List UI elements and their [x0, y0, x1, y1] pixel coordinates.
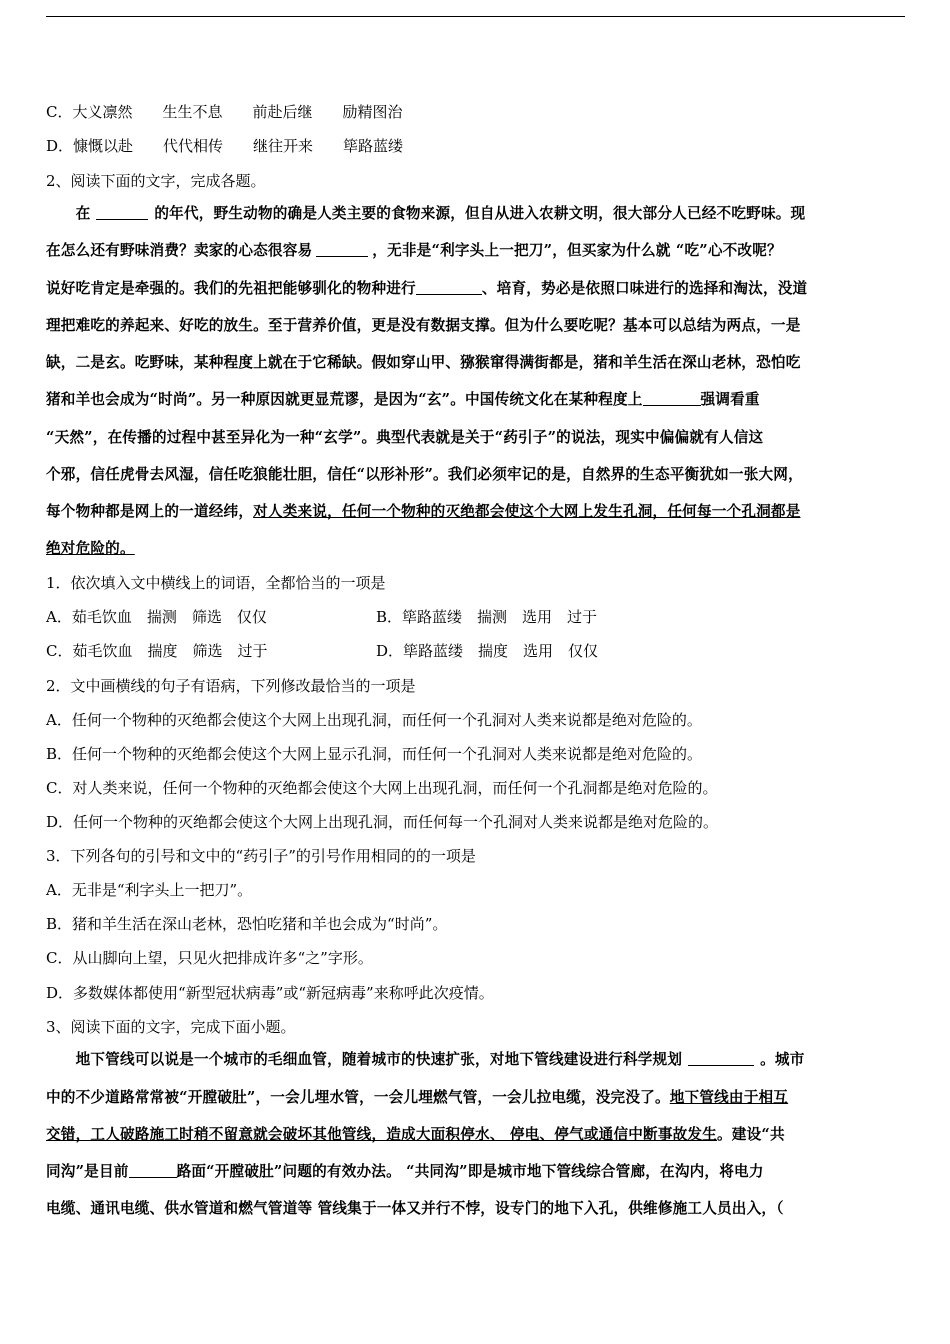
- q2-stem: 2．文中画横线的句子有语病，下列修改最恰当的一项是: [46, 677, 416, 695]
- passage1-line: 理把难吃的养起来、好吃的放生。至于营养价值，更是没有数据支撑。但为什么要吃呢？基本可以总结为两点，一是: [46, 317, 801, 334]
- passage1-line: 在 的年代，野生动物的确是人类主要的食物来源，但自从进入农耕文明，很大部分人已经不吃野味。现: [46, 205, 806, 222]
- q2-option-b: B．任何一个物种的灭绝都会使这个大网上显示孔洞，而任何一个孔洞对人类来说都是绝对危险的。: [46, 745, 703, 763]
- option-c-prev: C．大义凛然 生生不息 前赴后继 励精图治: [46, 103, 403, 121]
- passage2-line: 电缆、通讯电缆、供水管道和燃气管道等 管线集于一体又并行不悖，设专门的地下入孔，供维修施工人员出入，（: [46, 1200, 784, 1217]
- q1-option-b: B．筚路蓝缕 揣测 选用 过于: [376, 608, 598, 626]
- q1-stem: 1．依次填入文中横线上的词语，全都恰当的一项是: [46, 574, 386, 592]
- q1-option-d: D．筚路蓝缕 揣度 选用 仅仅: [376, 642, 599, 660]
- underlined-sentence: 地下管线由于相互: [669, 1089, 789, 1106]
- q3-option-c: C．从山脚向上望，只见火把排成许多“之”字形。: [46, 949, 373, 967]
- passage1-line: “天然”，在传播的过程中甚至异化为一种“玄学”。典型代表就是关于“药引子”的说法，现实中偏偏就有人信这: [46, 429, 764, 446]
- passage2-line: 交错，工人破路施工时稍不留意就会破坏其他管线，造成大面积停水、 停电、停气或通信中断事故发生。建设“共: [46, 1126, 785, 1143]
- section-3-heading: 3、阅读下面的文字，完成下面小题。: [46, 1018, 296, 1036]
- passage1-line: 个邪，信任虎骨去风湿，信任吃狼能壮胆，信任“以形补形”。我们必须牢记的是，自然界的生态平衡犹如一张大网，: [46, 466, 803, 483]
- passage1-line: [46, 539, 135, 559]
- passage2-line: 中的不少道路常常被“开膛破肚”，一会儿埋水管，一会儿埋燃气管，一会儿拉电缆，没完没了。地下管线由于相互: [46, 1089, 789, 1106]
- q3-option-a: A．无非是“利字头上一把刀”。: [46, 881, 253, 899]
- passage1-line: 在怎么还有野味消费？卖家的心态很容易 ，无非是“利字头上一把刀”，但买家为什么就 “吃”心不改呢？: [46, 242, 782, 259]
- option-d-prev: D．慷慨以赴 代代相传 继往开来 筚路蓝缕: [46, 137, 404, 155]
- q2-option-c: C．对人类来说，任何一个物种的灭绝都会使这个大网上出现孔洞，而任何一个孔洞都是绝对危险的。: [46, 779, 718, 797]
- q3-stem: 3．下列各句的引号和文中的“药引子”的引号作用相同的的一项是: [46, 847, 476, 865]
- passage2-line: 同沟”是目前 路面“开膛破肚”问题的有效办法。 “共同沟”即是城市地下管线综合管廊，在沟内，将电力: [46, 1163, 764, 1180]
- q2-option-a: A．任何一个物种的灭绝都会使这个大网上出现孔洞，而任何一个孔洞对人类来说都是绝对危险的。: [46, 711, 702, 729]
- q1-option-c: C．茹毛饮血 揣度 筛选 过于: [46, 642, 268, 660]
- underlined-sentence-end: 绝对危险的。: [46, 540, 135, 557]
- q1-option-a: A．茹毛饮血 揣测 筛选 仅仅: [46, 608, 267, 626]
- header-rule: [46, 16, 905, 17]
- passage2-line: 地下管线可以说是一个城市的毛细血管，随着城市的快速扩张，对地下管线建设进行科学规划 。城市: [46, 1051, 805, 1068]
- passage1-line: 说好吃肯定是牵强的。我们的先祖把能够驯化的物种进行 、培育，势必是依照口味进行的选择和淘汰，没道: [46, 280, 808, 297]
- underlined-sentence: 对人类来说，任何一个物种的灭绝都会使这个大网上发生孔洞，任何每一个孔洞都是: [253, 503, 801, 520]
- passage1-line: 缺，二是玄。吃野味，某种程度上就在于它稀缺。假如穿山甲、猕猴窜得满街都是，猪和羊生活在深山老林，恐怕吃: [46, 354, 801, 371]
- section-2-heading: 2、阅读下面的文字，完成各题。: [46, 172, 266, 190]
- underlined-sentence: 交错，工人破路施工时稍不留意就会破坏其他管线，造成大面积停水、 停电、停气或通信中断事故发生: [46, 1126, 718, 1143]
- passage1-line: 猪和羊也会成为“时尚”。另一种原因就更显荒谬，是因为“玄”。中国传统文化在某种程度上 强调看重: [46, 391, 760, 408]
- q3-option-d: D．多数媒体都使用“新型冠状病毒”或“新冠病毒”来称呼此次疫情。: [46, 984, 494, 1002]
- passage1-line: 每个物种都是网上的一道经纬，对人类来说，任何一个物种的灭绝都会使这个大网上发生孔洞，任何每一个孔洞都是: [46, 503, 801, 520]
- q2-option-d: D．任何一个物种的灭绝都会使这个大网上出现孔洞，而任何每一个孔洞对人类来说都是绝对危险的。: [46, 813, 719, 831]
- q3-option-b: B．猪和羊生活在深山老林，恐怕吃猪和羊也会成为“时尚”。: [46, 915, 448, 933]
